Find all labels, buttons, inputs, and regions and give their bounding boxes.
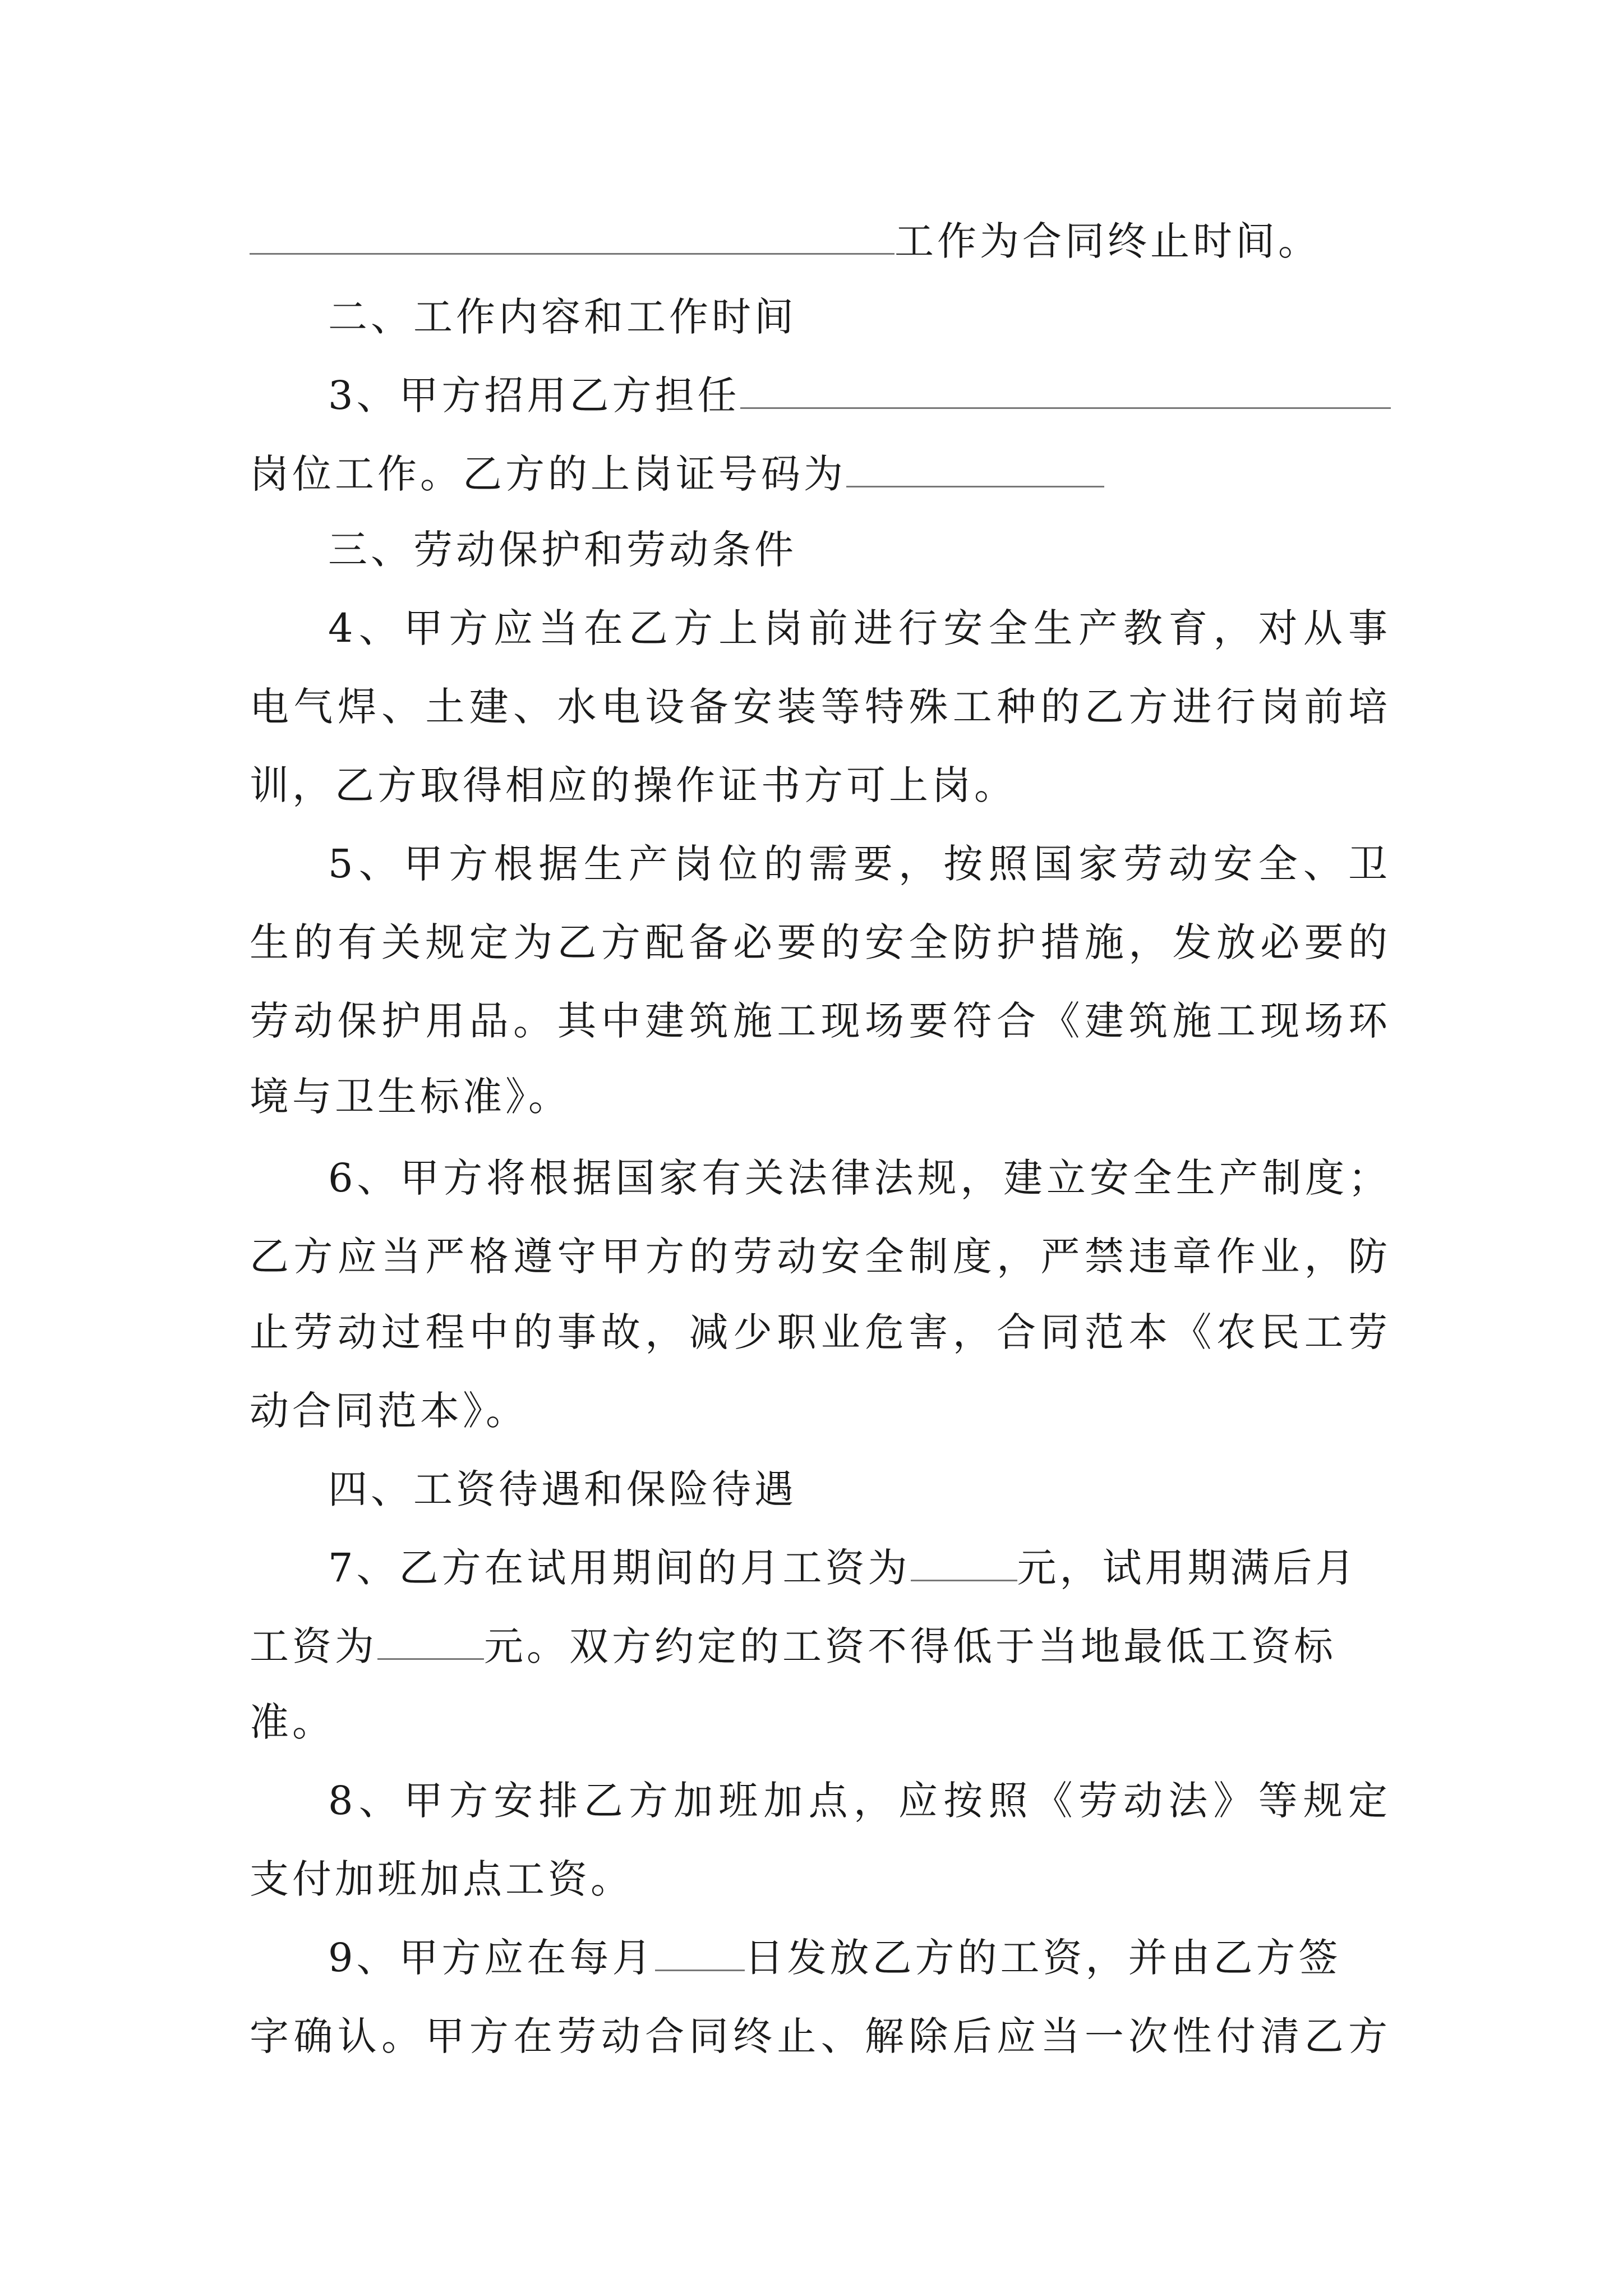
paragraph-line: 动合同范本》。 — [250, 1388, 528, 1434]
contract-line — [328, 1534, 1391, 1602]
section-heading — [328, 283, 1391, 351]
position-blank[interactable] — [740, 374, 1391, 409]
line-text: 7、乙方在试用期间的月工资为 — [328, 1545, 911, 1591]
regular-wage-blank[interactable] — [377, 1625, 484, 1660]
section-heading-text: 三、劳动保护和劳动条件 — [328, 527, 797, 573]
line-text: 工资为 — [250, 1623, 377, 1669]
paragraph-line: 生的有关规定为乙方配备必要的安全防护措施，发放必要的 — [250, 919, 1391, 965]
paragraph-line: 5、甲方根据生产岗位的需要，按照国家劳动安全、卫 — [328, 841, 1391, 887]
paragraph-line: 4、甲方应当在乙方上岗前进行安全生产教育，对从事 — [328, 605, 1391, 651]
contract-line — [250, 440, 1391, 508]
paragraph-line: 乙方应当严格遵守甲方的劳动安全制度，严禁违章作业，防 — [250, 1234, 1391, 1280]
paragraph-line: 准。 — [250, 1699, 335, 1745]
contract-line — [250, 208, 1391, 275]
pay-day-blank[interactable] — [655, 1936, 745, 1971]
section-heading-text: 二、工作内容和工作时间 — [328, 294, 797, 340]
paragraph-line: 境与卫生标准》。 — [250, 1074, 571, 1120]
paragraph-line: 支付加班加点工资。 — [250, 1856, 633, 1902]
line-text: 元。双方约定的工资不得低于当地最低工资标 — [484, 1623, 1336, 1669]
line-text: 工作为合同终止时间。 — [895, 218, 1321, 264]
line-text: 9、甲方应在每月 — [328, 1935, 655, 1981]
section-heading — [328, 516, 1391, 583]
paragraph-line: 字确认。甲方在劳动合同终止、解除后应当一次性付清乙方 — [250, 2013, 1391, 2059]
section-heading-text: 四、工资待遇和保险待遇 — [328, 1466, 797, 1512]
contract-line — [328, 1924, 1391, 1991]
trial-wage-blank[interactable] — [911, 1546, 1017, 1581]
paragraph-line: 电气焊、土建、水电设备安装等特殊工种的乙方进行岗前培 — [250, 684, 1391, 730]
paragraph-line: 6、甲方将根据国家有关法律法规，建立安全生产制度； — [328, 1155, 1391, 1201]
fill-in-blank[interactable] — [250, 219, 895, 255]
line-text: 岗位工作。乙方的上岗证号码为 — [250, 451, 846, 497]
contract-line — [250, 1613, 1391, 1680]
paragraph-line: 劳动保护用品。其中建筑施工现场要符合《建筑施工现场环 — [250, 998, 1391, 1044]
permit-number-blank[interactable] — [846, 452, 1104, 487]
paragraph-line: 训，乙方取得相应的操作证书方可上岗。 — [250, 762, 1017, 808]
line-text: 元，试用期满后月 — [1017, 1545, 1358, 1591]
paragraph-line: 止劳动过程中的事故，减少职业危害，合同范本《农民工劳 — [250, 1309, 1391, 1355]
line-text: 3、甲方招用乙方担任 — [328, 372, 740, 418]
paragraph-line: 8、甲方安排乙方加班加点，应按照《劳动法》等规定 — [328, 1778, 1391, 1824]
contract-line — [328, 362, 1391, 429]
line-text: 日发放乙方的工资，并由乙方签 — [744, 1935, 1341, 1981]
section-heading — [328, 1456, 1391, 1523]
